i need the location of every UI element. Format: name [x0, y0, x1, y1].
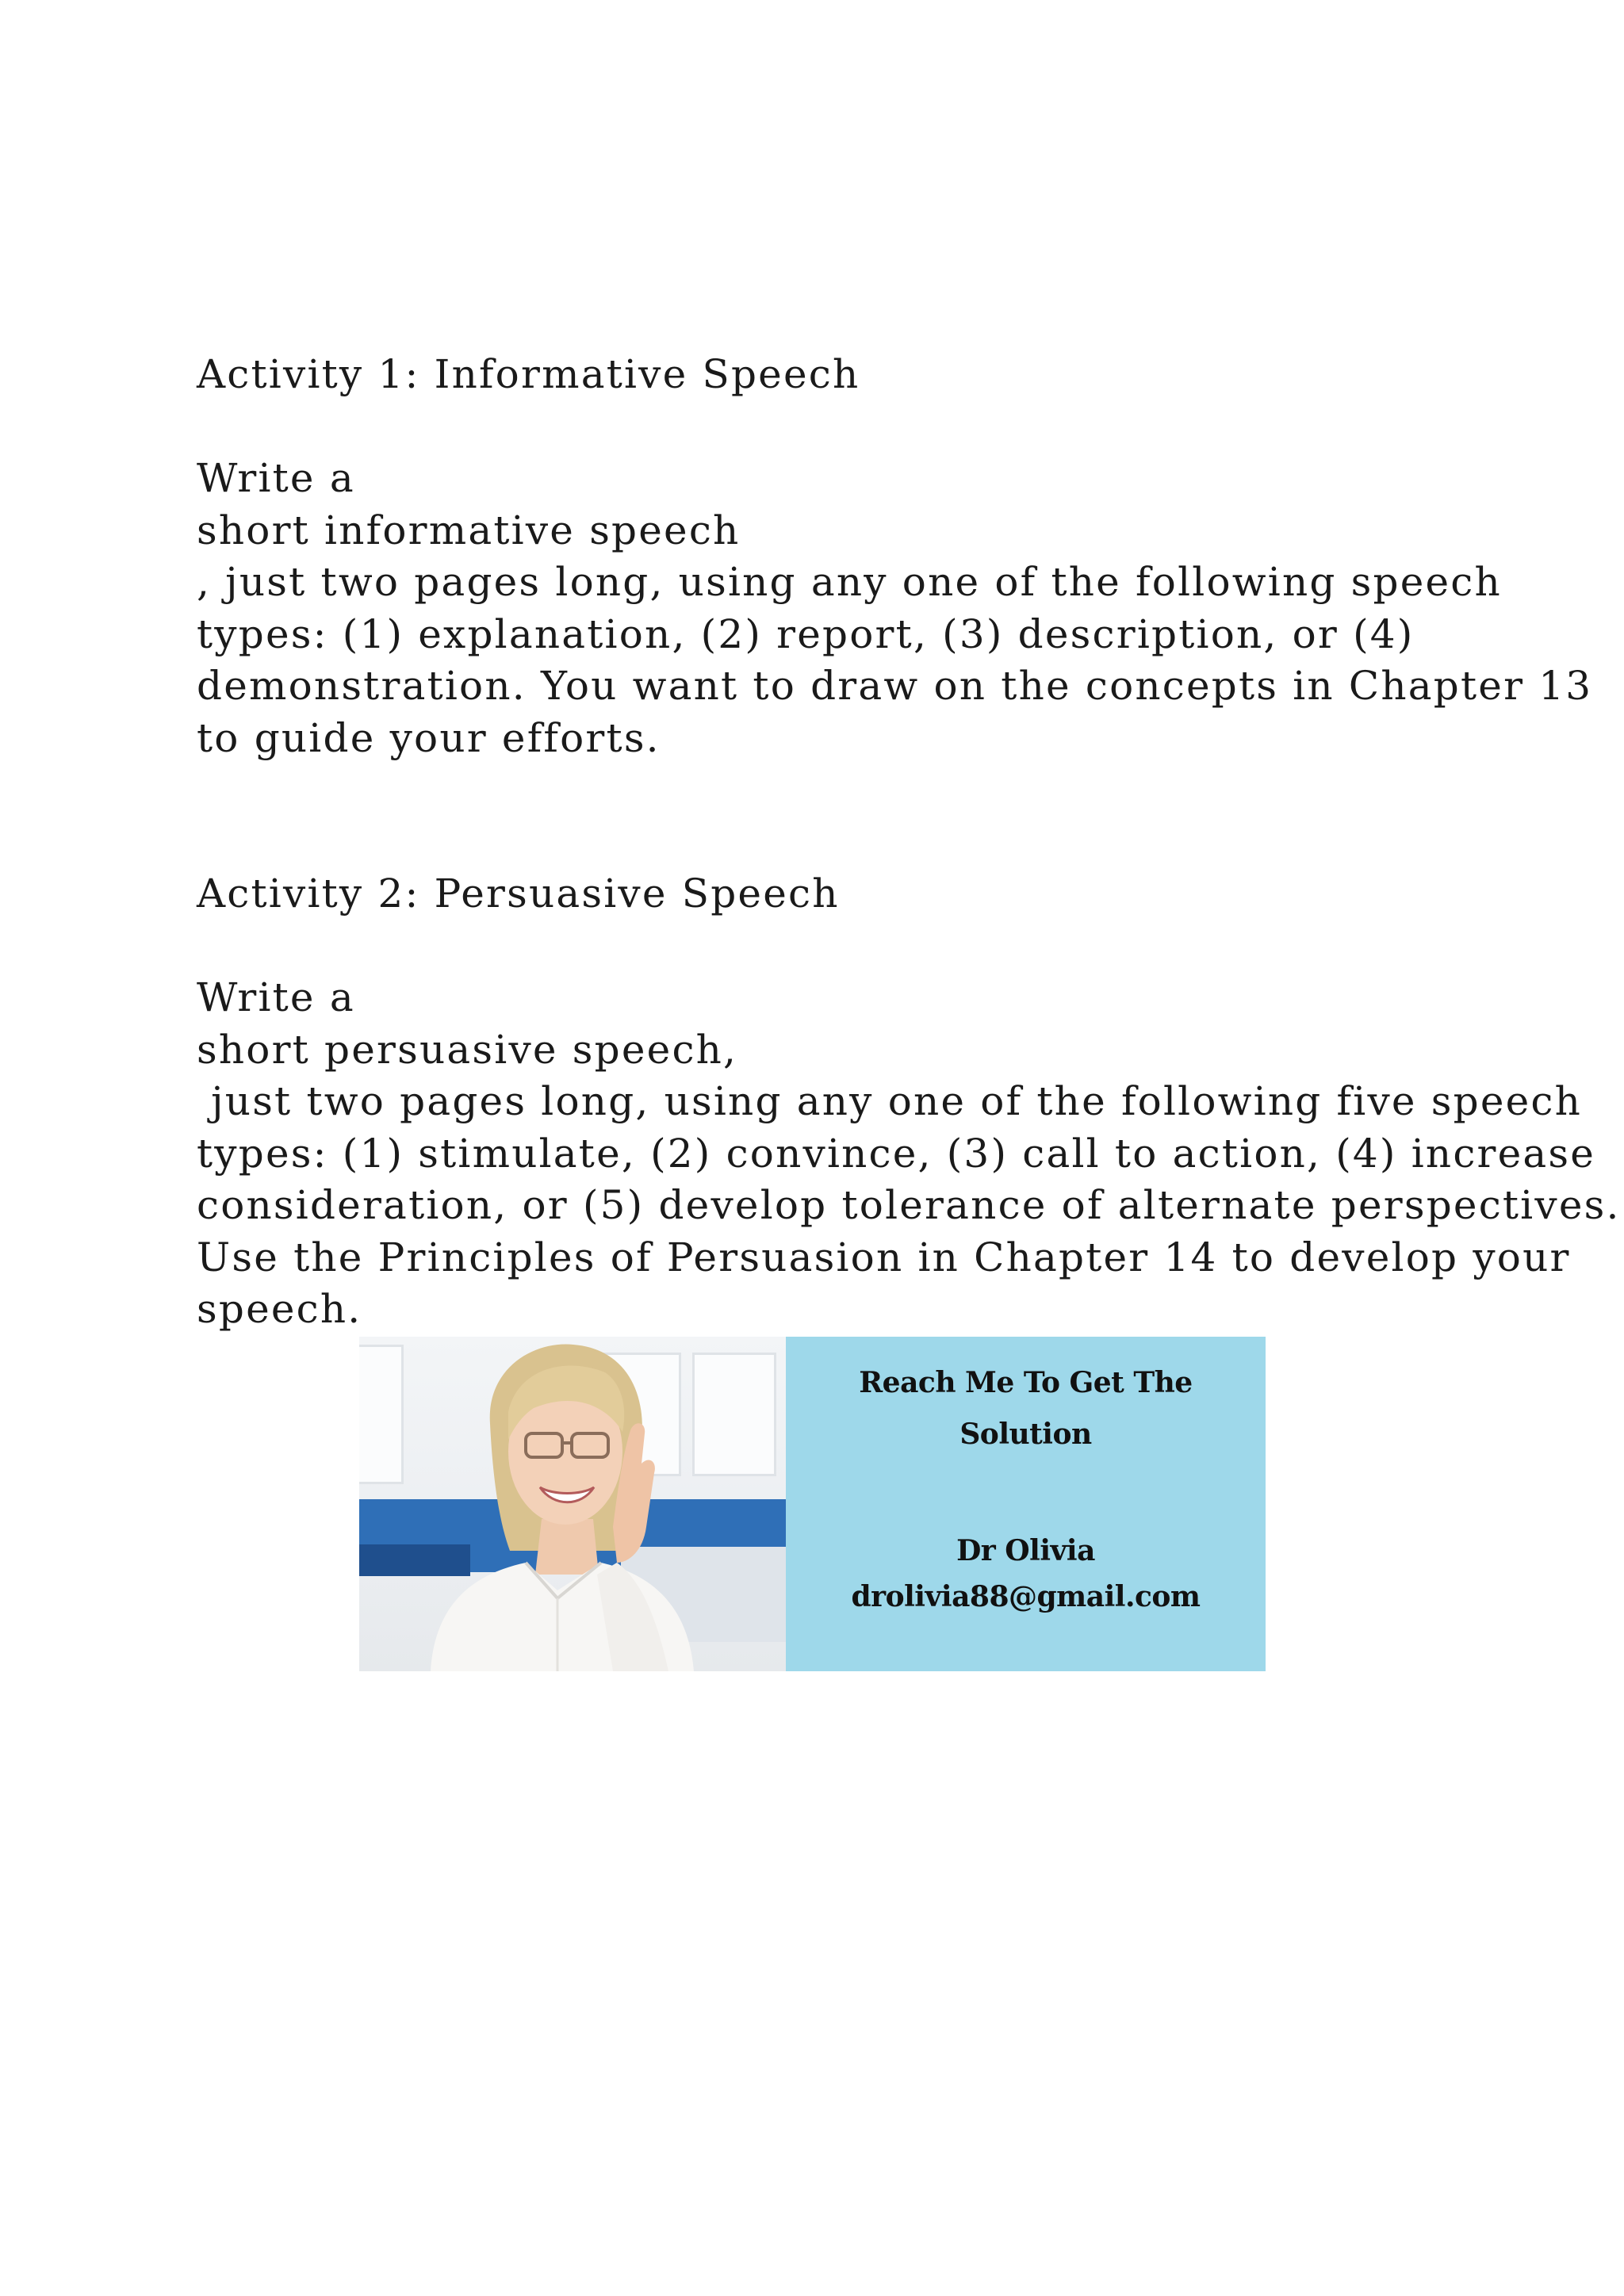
activity2-line-2: short persuasive speech,: [197, 1026, 738, 1073]
activity1-line-4: types: (1) explanation, (2) report, (3) description, or (4): [197, 610, 1415, 657]
activity1-line-1: Write a: [197, 455, 355, 501]
paragraph-gap: [197, 817, 1497, 869]
activity2-line-3: just two pages long, using any one of the following five speech: [197, 1078, 1583, 1124]
activity1-line-6: to guide your efforts.: [197, 714, 661, 761]
activity1-line-2: short informative speech: [197, 507, 741, 553]
activity2-line-6: Use the Principles of Persuasion in Chapter 14 to develop your: [197, 1234, 1571, 1280]
banner-headline: Reach Me To Get The: [859, 1366, 1193, 1399]
paragraph-gap: [197, 920, 1497, 973]
activity2-line-4: types: (1) stimulate, (2) convince, (3) call to action, (4) increase: [197, 1130, 1596, 1177]
paragraph-gap: [197, 764, 1497, 817]
activity1-heading: Activity 1: Informative Speech: [197, 351, 860, 397]
contact-banner: [359, 1337, 1266, 1671]
banner-headline-2: Solution: [959, 1418, 1092, 1451]
contact-email: drolivia88@gmail.com: [851, 1580, 1201, 1613]
contact-name: Dr Olivia: [956, 1534, 1095, 1567]
paragraph-gap: [197, 401, 1497, 453]
banner-photo: [359, 1337, 786, 1671]
activity2-line-7: speech.: [197, 1286, 362, 1332]
activity1-line-5: demonstration. You want to draw on the concepts in Chapter 13: [197, 663, 1593, 709]
document-body: [197, 349, 1621, 1336]
activity2-heading: Activity 2: Persuasive Speech: [197, 871, 840, 916]
activity1-line-3: , just two pages long, using any one of the following speech: [197, 559, 1502, 605]
banner-contact-panel: [786, 1337, 1266, 1671]
window-pane: [359, 1345, 404, 1484]
window-pane: [692, 1353, 776, 1476]
woman-portrait-illustration: [415, 1337, 700, 1671]
activity2-line-1: Write a: [197, 974, 355, 1020]
activity2-line-5: consideration, or (5) develop tolerance of alternate perspectives.: [197, 1182, 1621, 1228]
